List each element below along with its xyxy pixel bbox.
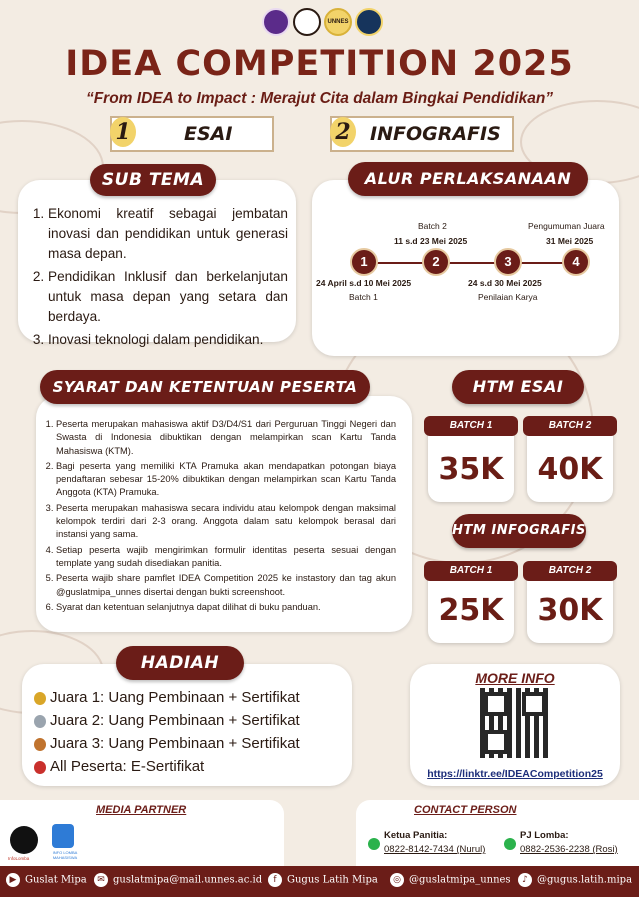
price-value: 30K bbox=[537, 593, 603, 628]
syarat-list bbox=[44, 418, 396, 614]
footer-text: Guslat Mipa bbox=[25, 874, 87, 886]
bronze-medal-icon bbox=[34, 738, 46, 751]
prize-item bbox=[34, 686, 300, 709]
contact-role: Ketua Panitia: bbox=[384, 830, 448, 841]
syarat-item: 6. Syarat dan ketentuan selanjutnya dapat dilihat di buku panduan. bbox=[56, 601, 396, 614]
syarat-item: 1. Peserta merupakan mahasiswa aktif D3/D4/S1 dari Perguruan Tinggi Negeri dan Swasta di Indonesia dibuktikan dengan melampirkan scan Kartu Tanda Mahasiswa (KTM). bbox=[56, 418, 396, 458]
batch-label: BATCH 1 bbox=[424, 416, 518, 436]
sub-tema-item: 1. Ekonomi kreatif sebagai jembatan inovasi dan pendidikan untuk generasi masa depan. bbox=[48, 204, 288, 264]
silver-medal-icon bbox=[34, 715, 46, 728]
price-value: 25K bbox=[438, 593, 504, 628]
hadiah-card bbox=[22, 664, 352, 786]
partner-name: INFO LOMBA MAHASISWA bbox=[52, 850, 78, 860]
htm-infografis-heading: HTM INFOGRAFIS bbox=[452, 514, 586, 548]
timeline-label-2: Batch 2 bbox=[418, 221, 447, 231]
tiktok-icon: ♪ bbox=[518, 873, 532, 887]
syarat-card bbox=[36, 396, 412, 632]
category-label: INFOGRAFIS bbox=[370, 123, 501, 145]
htm-esai-batch-2 bbox=[527, 422, 613, 502]
sub-tema-item: 2. Pendidikan Inklusif dan berkelanjutan untuk masa depan yang setara dan berdaya. bbox=[48, 267, 288, 327]
footer-facebook[interactable] bbox=[268, 873, 378, 887]
media-partner-heading: MEDIA PARTNER bbox=[96, 804, 187, 816]
page-subtitle: “From IDEA to Impact : Merajut Cita dalam Bingkai Pendidikan” bbox=[85, 90, 554, 107]
unnes-logo: UNNES bbox=[324, 8, 352, 36]
prize-text: Juara 3: Uang Pembinaan + Sertifikat bbox=[50, 735, 300, 752]
syarat-item: 4. Setiap peserta wajib mengirimkan formulir identitas peserta sesuai dengan template yang sudah disediakan panitia. bbox=[56, 544, 396, 571]
hadiah-heading: HADIAH bbox=[116, 646, 244, 680]
htm-infografis-batch-2 bbox=[527, 567, 613, 643]
prize-item bbox=[34, 709, 300, 732]
batch-label: BATCH 2 bbox=[523, 416, 617, 436]
syarat-heading: SYARAT DAN KETENTUAN PESERTA bbox=[40, 370, 370, 404]
youtube-icon: ▶ bbox=[6, 873, 20, 887]
linktree-link[interactable]: https://linktr.ee/IDEACompetition25 bbox=[427, 768, 603, 780]
batch-label: BATCH 1 bbox=[424, 561, 518, 581]
organization-logo-2 bbox=[293, 8, 321, 36]
more-info-card bbox=[410, 664, 620, 786]
syarat-item: 2. Bagi peserta yang memiliki KTA Pramuka akan mendapatkan potongan biaya pendaftaran sebesar 15-20% dibuktikan dengan melampirkan scan Kartu Tanda Anggota (KTA) Pramuka. bbox=[56, 460, 396, 500]
page-title: IDEA COMPETITION 2025 bbox=[65, 44, 574, 84]
footer-text: @gugus.latih.mipa bbox=[537, 874, 633, 886]
timeline-line bbox=[362, 262, 578, 264]
prize-text: Juara 2: Uang Pembinaan + Sertifikat bbox=[50, 712, 300, 729]
organization-logo-1 bbox=[262, 8, 290, 36]
timeline-date-1: 24 April s.d 10 Mei 2025 bbox=[316, 278, 412, 288]
organization-logo-4 bbox=[355, 8, 383, 36]
timeline-date-4: 31 Mei 2025 bbox=[546, 236, 594, 246]
timeline-label-4: Pengumuman Juara bbox=[528, 221, 605, 231]
ribbon-medal-icon bbox=[34, 761, 46, 774]
partner-name: InfoLomba bbox=[8, 856, 30, 861]
gold-medal-icon bbox=[34, 692, 46, 705]
contact-heading: CONTACT PERSON bbox=[414, 804, 517, 816]
footer-instagram[interactable] bbox=[390, 873, 511, 887]
info-lomba-mahasiswa-logo bbox=[52, 824, 74, 848]
instagram-icon: ◎ bbox=[390, 873, 404, 887]
timeline-date-2: 11 s.d 23 Mei 2025 bbox=[394, 236, 468, 246]
prize-item bbox=[34, 755, 300, 778]
footer-text: @guslatmipa_unnes bbox=[409, 874, 511, 886]
htm-esai-heading: HTM ESAI bbox=[452, 370, 584, 404]
htm-esai-batch-1 bbox=[428, 422, 514, 502]
whatsapp-icon bbox=[368, 838, 380, 850]
prize-item bbox=[34, 732, 300, 755]
category-label: ESAI bbox=[184, 123, 233, 145]
prize-text: All Peserta: E-Sertifikat bbox=[50, 758, 205, 775]
footer-text: Gugus Latih Mipa bbox=[287, 874, 378, 886]
mail-icon: ✉ bbox=[94, 873, 108, 887]
batch-label: BATCH 2 bbox=[523, 561, 617, 581]
contact-phone[interactable]: 0822-8142-7434 (Nurul) bbox=[384, 844, 486, 855]
timeline-step-2: 2 bbox=[422, 248, 450, 276]
contact-role: PJ Lomba: bbox=[520, 830, 569, 841]
timeline-date-3: 24 s.d 30 Mei 2025 bbox=[468, 278, 542, 288]
infolomba-logo bbox=[10, 826, 38, 854]
sub-tema-list bbox=[28, 204, 288, 350]
footer-email[interactable] bbox=[94, 873, 262, 887]
price-value: 35K bbox=[438, 452, 504, 487]
timeline-step-3: 3 bbox=[494, 248, 522, 276]
htm-infografis-batch-1 bbox=[428, 567, 514, 643]
category-infografis bbox=[330, 116, 514, 152]
media-partner-card bbox=[0, 800, 284, 866]
category-number-2: 2 bbox=[330, 117, 356, 147]
sub-tema-heading: SUB TEMA bbox=[90, 164, 216, 196]
facebook-icon: f bbox=[268, 873, 282, 887]
footer-text: guslatmipa@mail.unnes.ac.id bbox=[113, 874, 263, 886]
footer-tiktok[interactable] bbox=[518, 873, 632, 887]
timeline-label-3: Penilaian Karya bbox=[478, 292, 538, 302]
timeline-label-1: Batch 1 bbox=[349, 292, 378, 302]
sub-tema-item: 3. Inovasi teknologi dalam pendidikan. bbox=[48, 330, 288, 350]
syarat-item: 3. Peserta merupakan mahasiswa secara individu atau kelompok dengan maksimal kelompok terdiri dari 2-3 orang. Anggota dalam satu kelompok berasal dari instansi yang sama. bbox=[56, 502, 396, 542]
qr-code-icon[interactable] bbox=[480, 688, 550, 758]
sub-tema-card bbox=[18, 180, 296, 347]
price-value: 40K bbox=[537, 452, 603, 487]
timeline-step-1: 1 bbox=[350, 248, 378, 276]
syarat-item: 5. Peserta wajib share pamflet IDEA Competition 2025 ke instastory dan tag akun @guslatmipa_unnes disertai dengan bukti screenshoot. bbox=[56, 572, 396, 599]
timeline-step-4: 4 bbox=[562, 248, 590, 276]
footer-youtube[interactable] bbox=[6, 873, 87, 887]
contact-person-card bbox=[356, 800, 639, 866]
alur-heading: ALUR PERLAKSANAAN bbox=[348, 162, 588, 196]
more-info-heading: MORE INFO bbox=[475, 670, 555, 686]
prize-text: Juara 1: Uang Pembinaan + Sertifikat bbox=[50, 689, 300, 706]
contact-phone[interactable]: 0882-2536-2238 (Rosi) bbox=[520, 844, 618, 855]
whatsapp-icon bbox=[504, 838, 516, 850]
category-number-1: 1 bbox=[110, 117, 136, 147]
